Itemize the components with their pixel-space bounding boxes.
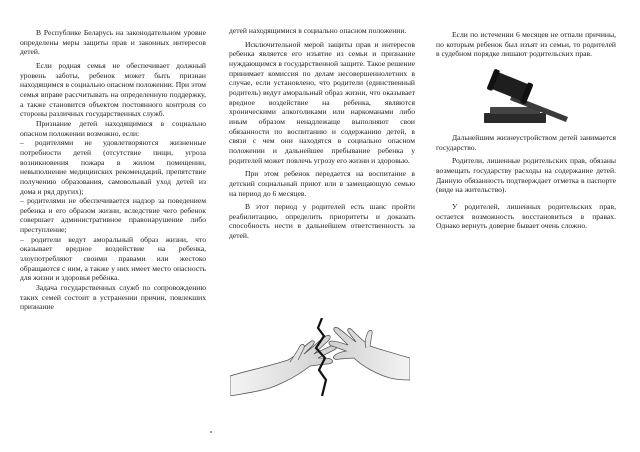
paragraph: Родители, лишенные родительских прав, обязаны возмещать государству расходы на содержание детей. Данную обязанность подтверждает отметка в паспорте (виде на жительство).	[436, 156, 616, 195]
paragraph: При этом ребенок передается на воспитание в детский социальный приют или в замещающую семью на период до 6 месяцев.	[229, 169, 415, 198]
scan-speck	[210, 431, 212, 433]
paragraph: Исключительной мерой защиты прав и интересов ребенка является его изъятие из семьи и признание нуждающимся в государственной защите. Такое решение принимает комиссия по делам несовершеннолетних в случае, если установлено, что родители (единственный родитель) ведут аморальный образ жизни, что оказывает вредное воздействие на ребенка, являются хроническими алкоголиками или наркоманами либо иным образом ненадлежаще выполняют свои обязанности по воспитанию и содержанию детей, в связи с чем они находятся в социально опасном положении и дальнейшее пребывание ребенка у родителей может повлечь угрозу его жизни и здоровью.	[229, 39, 415, 165]
paragraph: Признание детей находящимися в социально опасном положении возможно, если:	[20, 118, 206, 138]
column-middle	[229, 26, 415, 241]
right-hand	[329, 327, 410, 380]
list-item: – родителями не удовлетворяются жизненные потребности детей (отсутствие пищи, угроза возникновения пожара в жилом помещении, невыполнение медицинских рекомендаций, препятствие получению образования, самовольный уход детей из дома и ряд других);	[20, 138, 206, 196]
paragraph: В этот период у родителей есть шанс пройти реабилитацию, определить приоритеты и доказать способность нести в дальнейшем ответственность за детей.	[229, 202, 415, 241]
paragraph: детей находящимися в социально опасном положении.	[229, 26, 407, 35]
paragraph: Дальнейшим жизнеустройством детей занимается государство.	[436, 132, 616, 152]
paragraph: Если родная семья не обеспечивает должный уровень заботы, ребенок может быть признан находящимся в социально опасном положении. При этом семья вправе рассчитывать на определенную поддержку, а также становится объектом постоянного контроля со стороны различных государственных служб.	[20, 60, 206, 119]
list-item: – родители ведут аморальный образ жизни, что оказывает вредное воздействие на ребенка, злоупотребляют своими правами или жестоко обращаются с ним, а также у них имеет место опасность для жизни и здоровья ребёнка.	[20, 234, 206, 283]
column-left	[20, 28, 206, 312]
paragraph: У родителей, лишенных родительских прав, остается возможность восстановиться в правах. Однако вернуть доверие бывает очень сложно.	[436, 201, 616, 231]
gavel-icon	[478, 67, 574, 129]
list-item: – родителями не обеспечивается надзор за поведением ребенка и его образом жизни, вследствие чего ребенок совершает административное правонарушение либо преступление;	[20, 196, 206, 235]
paragraph: Задача государственных служб по сопровождению таких семей состоит в устранении причин, повлекших признание	[20, 283, 206, 312]
paragraph: Если по истечении 6 месяцев не отпали причины, по которым ребенок был изъят из семьи, то родителей в судебном порядке лишают родительских прав.	[436, 30, 616, 59]
paragraph: В Республике Беларусь на законодательном уровне определены меры защиты прав и законных интересов детей.	[20, 28, 206, 57]
reaching-hands-illustration	[230, 318, 410, 396]
column-right	[436, 30, 616, 231]
